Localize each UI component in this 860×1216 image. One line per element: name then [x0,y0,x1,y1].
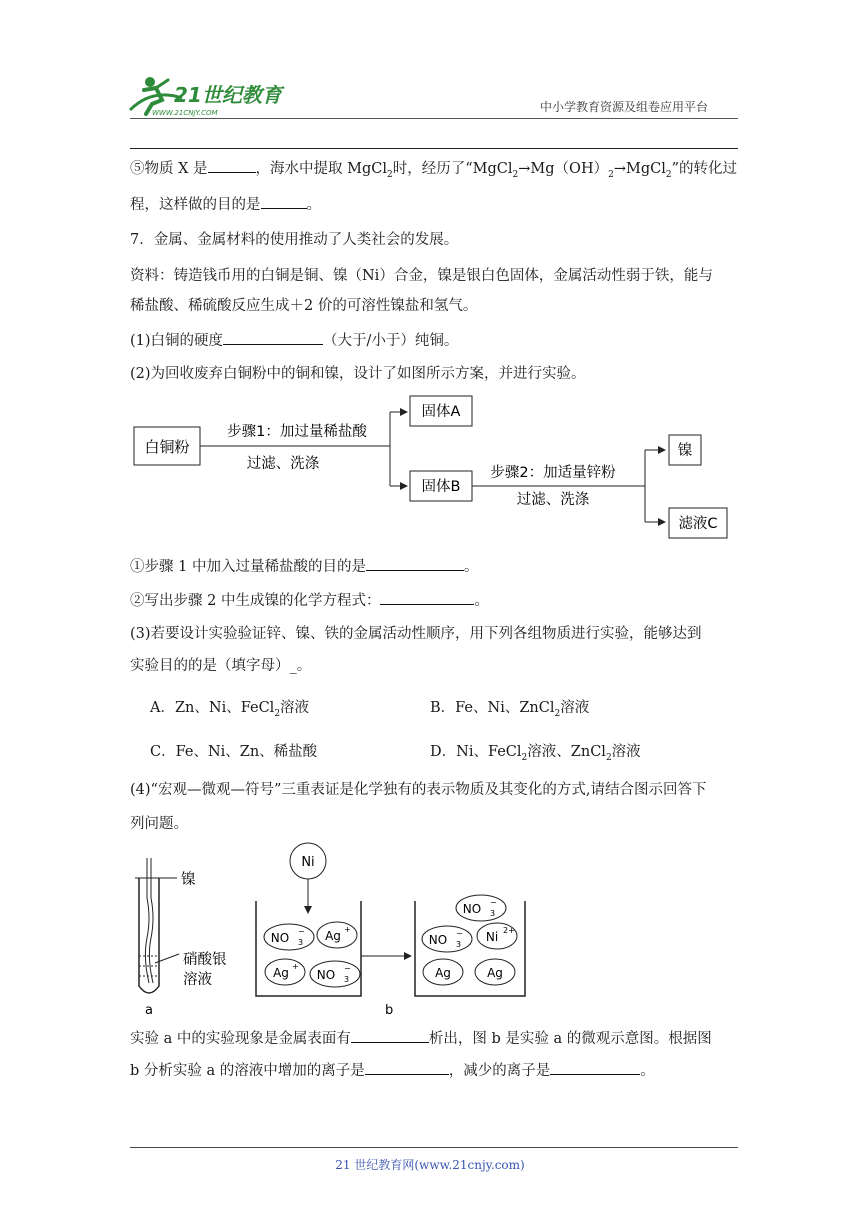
step1-label: 步骤1：加过量稀盐酸 [227,424,367,440]
ni-atom-label: Ni [301,855,315,870]
step1-sub-label: 过滤、洗涤 [246,456,320,472]
svg-text:−: − [298,927,305,936]
q7-part2: (2)为回收废弃白铜粉中的铜和镍，设计了如图所示方案，并进行实验。 [130,366,586,382]
nickel-label: 镍 [677,443,693,459]
svg-text:NO: NO [428,933,448,947]
q7-part3-line1: (3)若要设计实验验证锌、镍、铁的金属活动性顺序，用下列各组物质进行实验，能够达到 [130,626,702,642]
q7-part1: (1)白铜的硬度 （大于/小于）纯铜。 [130,330,458,351]
solution-label-2: 溶液 [183,972,212,988]
svg-text:3: 3 [298,938,304,947]
solution-label-1: 硝酸银 [183,952,227,968]
q7-part4-line1: (4)“宏观—微观—符号”三重表证是化学独有的表示物质及其变化的方式,请结合图示回答下 [130,782,707,798]
svg-text:2+: 2+ [503,926,515,935]
q7-part5-line1: 实验 a 中的实验现象是金属表面有 析出，图 b 是实验 a 的微观示意图。根据图 [130,1028,712,1049]
header-divider [130,118,738,119]
test-tube-a [135,858,179,993]
filtrate-c-label: 滤液C [678,516,718,532]
svg-text:NO: NO [316,968,336,982]
ni-wire-label: 镍 [181,872,196,888]
q7-2-item1: ①步骤 1 中加入过量稀盐酸的目的是 。 [130,556,478,577]
svg-text:Ni: Ni [485,930,499,944]
svg-text:Ag: Ag [325,929,341,943]
svg-text:3: 3 [456,940,462,949]
logo-text: 21世纪教育 [174,83,282,107]
flow-diagram [125,390,740,550]
q6-item5-line1: ⑤物质 X 是 ，海水中提取 MgCl$_2$时，经历了“$MgCl_2\to Mg(OH)_2\to MgCl_2$”的转化过 [130,158,737,185]
svg-text:+: + [344,925,351,934]
svg-text:NO: NO [270,931,290,945]
experiment-figure [125,838,545,1018]
svg-text:−: − [344,964,351,973]
option-a: A．Zn、Ni、FeCl$_2$溶液 [150,700,310,719]
solid-b-label: 固体B [421,479,461,495]
svg-text:Ag: Ag [487,966,503,980]
svg-text:3: 3 [344,975,350,984]
q7-info-line2: 稀盐酸、稀硫酸反应生成＋2 价的可溶性镍盐和氢气。 [130,298,478,314]
svg-text:+: + [292,962,299,971]
step2-sub-label: 过滤、洗涤 [516,492,590,508]
flow-start-label: 白铜粉 [144,438,190,456]
q7-title: 7．金属、金属材料的使用推动了人类社会的发展。 [130,232,459,248]
figure-label-b: b [385,1003,394,1018]
footer-text: 21 世纪教育网(www.21cnjy.com) [335,1158,525,1172]
step2-label: 步骤2：加适量锌粉 [490,465,616,481]
solid-a-label: 固体A [421,404,461,420]
platform-name: 中小学教育资源及组卷应用平台 [540,100,709,114]
q7-2-item2: ②写出步骤 2 中生成镍的化学方程式： 。 [130,590,489,611]
svg-text:−: − [490,898,497,907]
figure-label-a: a [145,1003,153,1018]
site-logo [122,70,302,120]
option-c: C．Fe、Ni、Zn、稀盐酸 [150,744,318,760]
svg-text:3: 3 [490,909,496,918]
footer-divider [130,1147,738,1148]
svg-text:Ag: Ag [435,966,451,980]
q7-part3-line2: 实验目的的是（填字母）_。 [130,658,312,674]
q7-info-line1: 资料：铸造钱币用的白铜是铜、镍（Ni）合金，镍是银白色固体，金属活动性弱于铁，能与 [130,268,713,284]
svg-text:−: − [456,929,463,938]
header-divider-2 [130,148,738,149]
q7-part4-line2: 列问题。 [130,816,188,832]
q7-part5-line2: b 分析实验 a 的溶液中增加的离子是 ，减少的离子是 。 [130,1060,655,1081]
svg-text:NO: NO [462,902,482,916]
option-b: B．Fe、Ni、ZnCl$_2$溶液 [430,700,590,719]
option-d: D．Ni、FeCl$_2$溶液、ZnCl$_2$溶液 [430,744,641,763]
svg-text:Ag: Ag [273,966,289,980]
logo-url: WWW.21CNJY.COM [152,109,218,117]
q6-item5-line2: 程，这样做的目的是 。 [130,194,321,215]
